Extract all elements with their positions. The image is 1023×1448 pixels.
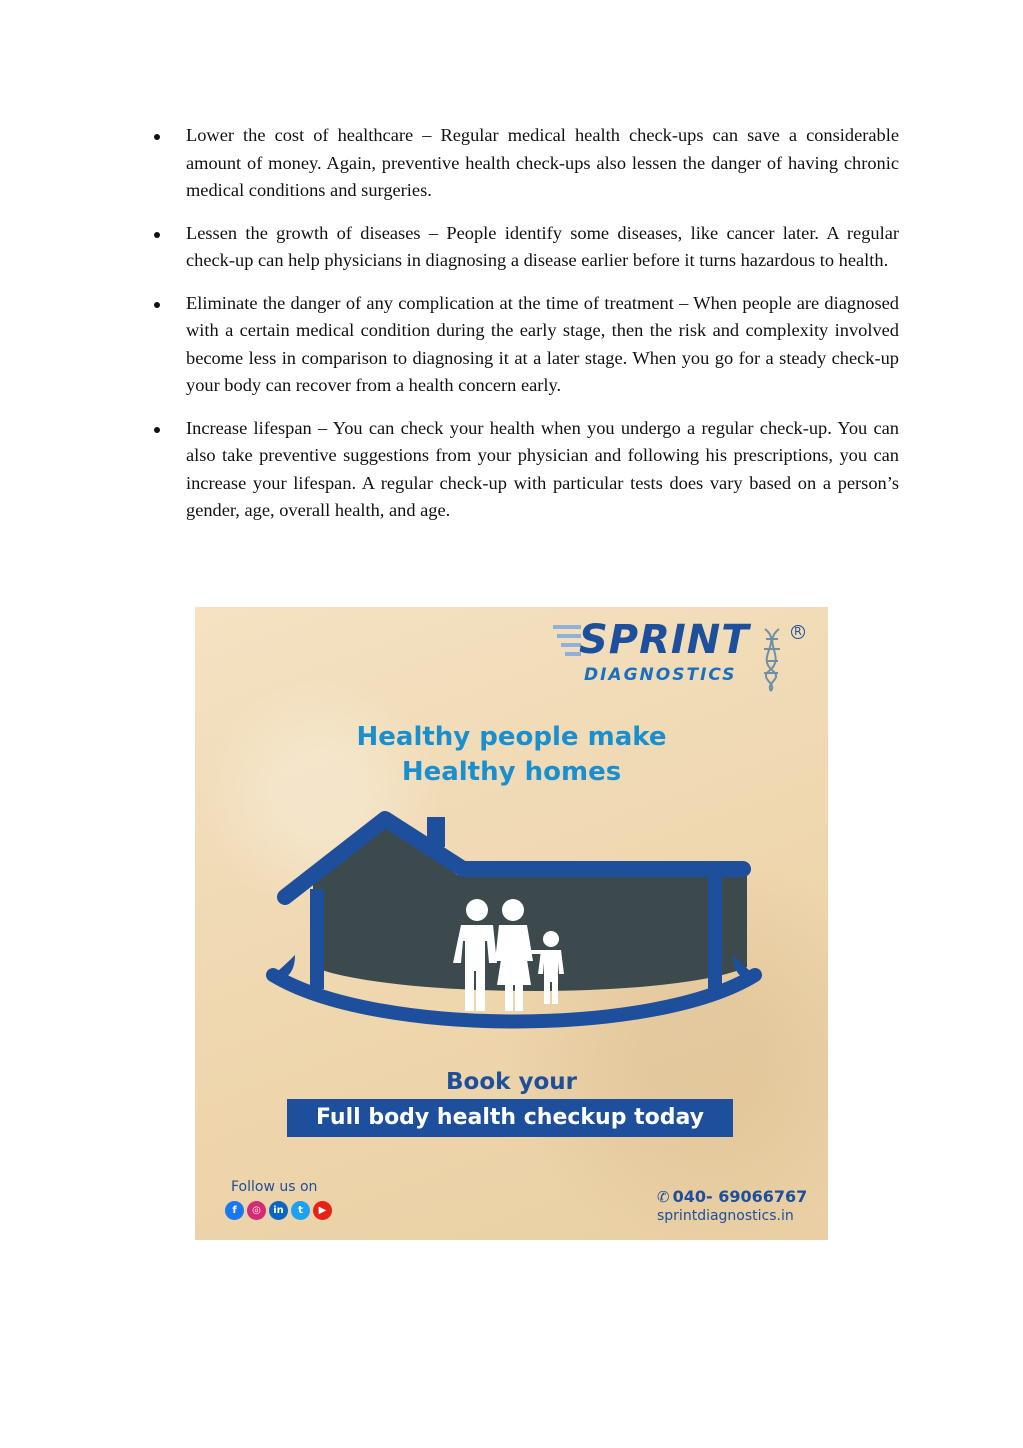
- book-your-text: Book your: [446, 1069, 577, 1095]
- instagram-icon: ◎: [247, 1201, 266, 1220]
- headline-line-1: Healthy people make: [356, 722, 667, 752]
- phone-number-text: 040- 69066767: [672, 1187, 808, 1206]
- bullet-dot: [154, 302, 160, 308]
- headline-line-2: Healthy homes: [401, 757, 622, 787]
- house-family-illustration: [195, 607, 828, 1240]
- dna-helix-icon: [764, 629, 780, 691]
- bullet-text: Lessen the growth of diseases – People identify some diseases, like cancer later. A regular check-up can help physicians in diagnosing a disease earlier before it turns hazardous to health.: [186, 222, 899, 270]
- bullet-text: Eliminate the danger of any complication at the time of treatment – When people are diagnosed with a certain medical condition during the early stage, then the risk and complexity involved become less in comparison to diagnosing it at a later stage. When you go for a steady check-up your body can recover from a health concern early.: [186, 292, 899, 395]
- bullet-text: Lower the cost of healthcare – Regular medical health check-ups can save a considerable amount of money. Again, preventive health check-ups also lessen the danger of having chronic medical conditions and surgeries.: [186, 125, 899, 200]
- bullet-dot: [154, 134, 160, 140]
- bullet-text: Increase lifespan – You can check your health when you undergo a regular check-up. You can also take preventive suggestions from your physician and following his prescriptions, you can increase your lifespan. A regular check-up with particular tests does vary based on a person’s gender, age, overall health, and age.: [186, 417, 899, 520]
- bullet-dot: [154, 232, 160, 238]
- twitter-icon: t: [291, 1201, 310, 1220]
- registered-mark-icon: R: [791, 625, 805, 639]
- bullet-item-lower-cost: [0, 122, 899, 205]
- brand-logo-text: SPRINT: [579, 617, 750, 663]
- sprint-diagnostics-flyer: [195, 607, 828, 1240]
- bullet-item-lessen-growth: [0, 220, 899, 275]
- bullet-list: [0, 122, 1023, 540]
- bullet-dot: [154, 427, 160, 433]
- bullet-item-increase-lifespan: [0, 415, 899, 525]
- brand-logo-subtext: DIAGNOSTICS: [584, 665, 737, 685]
- youtube-icon: ▶: [313, 1201, 332, 1220]
- phone-icon: ✆: [657, 1188, 670, 1206]
- checkup-cta-banner: Full body health checkup today: [287, 1099, 733, 1137]
- linkedin-icon: in: [269, 1201, 288, 1220]
- bullet-item-eliminate-danger: [0, 290, 899, 400]
- social-icons: [225, 1201, 332, 1220]
- facebook-icon: f: [225, 1201, 244, 1220]
- follow-us-label: Follow us on: [231, 1179, 318, 1195]
- logo-speed-lines-icon: [553, 625, 581, 656]
- website-url: sprintdiagnostics.in: [657, 1208, 794, 1224]
- phone-number: [657, 1187, 807, 1206]
